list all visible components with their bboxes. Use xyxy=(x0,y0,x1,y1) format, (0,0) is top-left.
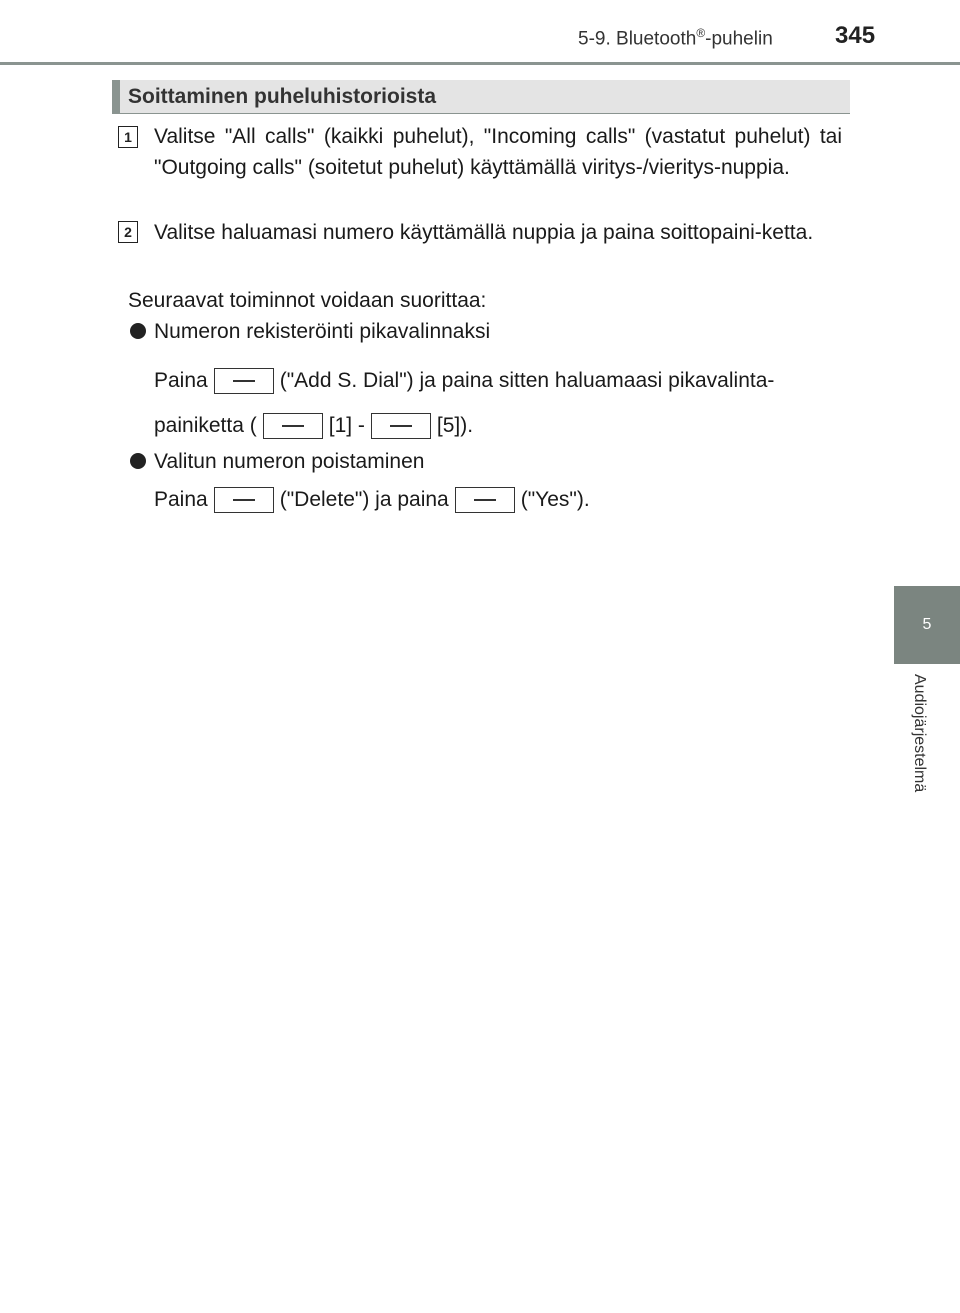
delete-button xyxy=(214,487,274,513)
step-text-2: Valitse haluamasi numero käyttämällä nuppia ja paina soittopaini-ketta. xyxy=(154,221,814,244)
bullet-2-line-1: Paina ("Delete") ja paina ("Yes"). xyxy=(154,484,590,515)
section-title: Soittaminen puheluhistorioista xyxy=(112,80,850,114)
running-header xyxy=(578,26,773,50)
header-rule xyxy=(0,62,960,65)
registered-mark: ® xyxy=(696,26,706,40)
preset-1-button xyxy=(263,413,323,439)
page-number: 345 xyxy=(835,22,876,49)
bullet-title-2: Valitun numeron poistaminen xyxy=(154,450,425,473)
bullet-title-1: Numeron rekisteröinti pikavalinnaksi xyxy=(154,320,491,343)
header-section-suffix: -puhelin xyxy=(705,28,773,50)
add-speed-dial-button xyxy=(214,368,274,394)
chapter-tab: 5 xyxy=(894,586,960,664)
bullet-icon xyxy=(130,453,146,469)
step-text-1: Valitse "All calls" (kaikki puhelut), "Incoming calls" (vastatut puhelut) tai "Outgoing calls" (soitetut puhelut) käyttämällä viritys-/vieritys-nuppia. xyxy=(154,125,842,179)
bullet-1-line-1: Paina ("Add S. Dial") ja paina sitten haluamaasi pikavalinta- xyxy=(154,365,774,396)
step-number-2: 2 xyxy=(118,221,138,243)
preset-5-button xyxy=(371,413,431,439)
step-number-1: 1 xyxy=(118,126,138,148)
bullet-icon xyxy=(130,323,146,339)
header-section-title: 5-9. Bluetooth xyxy=(578,28,697,50)
bullet-1-line-2: painiketta ( [1] - [5]). xyxy=(154,410,473,441)
chapter-label: Audiojärjestelmä xyxy=(911,674,928,793)
intro-text: Seuraavat toiminnot voidaan suorittaa: xyxy=(128,289,487,312)
yes-button xyxy=(455,487,515,513)
